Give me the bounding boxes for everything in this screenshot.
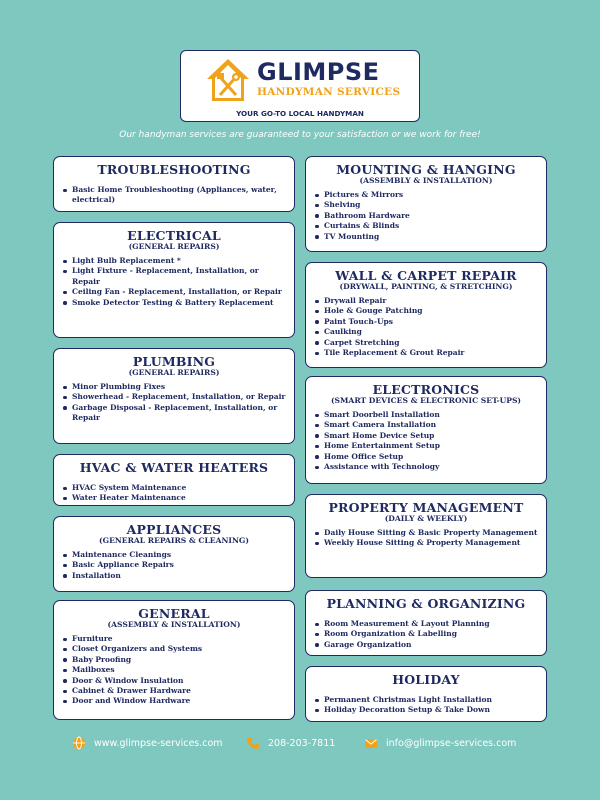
service-list (306, 410, 546, 472)
brand-subtitle: HANDYMAN SERVICES (257, 86, 401, 98)
service-item: Basic Home Troubleshooting (Appliances, water, electrical) (72, 185, 288, 206)
service-item: Caulking (324, 327, 540, 337)
card-subtitle: (DAILY & WEEKLY) (384, 514, 468, 523)
service-item: Light Bulb Replacement * (72, 256, 288, 266)
card-holiday (305, 666, 547, 722)
service-item: Paint Touch-Ups (324, 317, 540, 327)
service-item: Smart Doorbell Installation (324, 410, 540, 420)
card-plumbing (53, 348, 295, 444)
service-item: Shelving (324, 200, 540, 210)
globe-icon (72, 736, 86, 750)
service-item: HVAC System Maintenance (72, 483, 288, 493)
house-tools-icon (205, 57, 251, 103)
card-subtitle: (GENERAL REPAIRS) (128, 242, 220, 251)
guarantee-headline: Our handyman services are guaranteed to your satisfaction or we work for free! (119, 130, 481, 140)
card-subtitle: (DRYWALL, PAINTING, & STRETCHING) (339, 282, 513, 291)
envelope-icon (364, 736, 378, 750)
card-subtitle: (ASSEMBLY & INSTALLATION) (107, 620, 241, 629)
brand-tagline: YOUR GO-TO LOCAL HANDYMAN (236, 109, 364, 118)
card-title: PLANNING & ORGANIZING (326, 596, 526, 611)
service-list (306, 528, 546, 549)
service-list (54, 634, 294, 707)
service-item: Garage Organization (324, 640, 540, 650)
service-item: Minor Plumbing Fixes (72, 382, 288, 392)
service-list (54, 185, 294, 206)
card-title: PROPERTY MANAGEMENT (328, 500, 524, 515)
footer-phone[interactable] (246, 736, 335, 750)
service-item: Closet Organizers and Systems (72, 644, 288, 654)
service-item: Furniture (72, 634, 288, 644)
service-item: Room Organization & Labelling (324, 629, 540, 639)
card-title: MOUNTING & HANGING (336, 162, 516, 177)
card-title: TROUBLESHOOTING (97, 162, 251, 177)
service-item: Bathroom Hardware (324, 211, 540, 221)
service-list (306, 296, 546, 358)
service-item: Installation (72, 571, 288, 581)
service-item: Garbage Disposal - Replacement, Installation, or Repair (72, 403, 288, 424)
service-item: Door and Window Hardware (72, 696, 288, 706)
card-subtitle: (GENERAL REPAIRS & CLEANING) (99, 536, 249, 545)
service-item: Carpet Stretching (324, 338, 540, 348)
card-title: WALL & CARPET REPAIR (335, 268, 517, 283)
card-title: PLUMBING (132, 354, 216, 369)
service-item: Door & Window Insulation (72, 676, 288, 686)
card-title: HVAC & WATER HEATERS (79, 460, 269, 475)
email-text[interactable]: info@glimpse-services.com (386, 737, 517, 749)
service-list (306, 619, 546, 650)
card-mounting-and-hanging (305, 156, 547, 252)
card-property-management (305, 494, 547, 578)
service-list (306, 190, 546, 242)
card-title: GENERAL (138, 606, 210, 621)
logo-banner (180, 50, 420, 122)
website-text[interactable]: www.glimpse-services.com (94, 737, 223, 749)
service-list (54, 483, 294, 504)
service-item: Light Fixture - Replacement, Installation, or Repair (72, 266, 288, 287)
card-planning-and-organizing (305, 590, 547, 656)
card-subtitle: (SMART DEVICES & ELECTRONIC SET-UPS) (330, 396, 522, 405)
service-item: Water Heater Maintenance (72, 493, 288, 503)
card-subtitle: (ASSEMBLY & INSTALLATION) (359, 176, 493, 185)
card-title: ELECTRICAL (127, 228, 221, 243)
service-item: Daily House Sitting & Basic Property Management (324, 528, 540, 538)
service-list (54, 256, 294, 308)
service-list (54, 382, 294, 424)
card-general (53, 600, 295, 720)
card-appliances (53, 516, 295, 592)
footer-email[interactable] (364, 736, 516, 750)
phone-icon (246, 736, 260, 750)
service-item: Holiday Decoration Setup & Take Down (324, 705, 540, 715)
service-item: Cabinet & Drawer Hardware (72, 686, 288, 696)
service-item: Smart Camera Installation (324, 420, 540, 430)
card-troubleshooting (53, 156, 295, 212)
card-title: ELECTRONICS (372, 382, 480, 397)
card-subtitle: (GENERAL REPAIRS) (128, 368, 220, 377)
service-item: Permanent Christmas Light Installation (324, 695, 540, 705)
service-item: Home Entertainment Setup (324, 441, 540, 451)
card-electrical (53, 222, 295, 338)
service-item: Baby Proofing (72, 655, 288, 665)
phone-text[interactable]: 208-203-7811 (268, 737, 336, 749)
brand-name: GLIMPSE (257, 58, 380, 86)
card-title: HOLIDAY (392, 672, 460, 687)
service-item: Hole & Gouge Patching (324, 306, 540, 316)
card-hvac-and-water-heaters (53, 454, 295, 506)
card-wall-and-carpet-repair (305, 262, 547, 368)
service-item: TV Mounting (324, 232, 540, 242)
service-list (54, 550, 294, 581)
service-item: Basic Appliance Repairs (72, 560, 288, 570)
card-electronics (305, 376, 547, 484)
service-item: Tile Replacement & Grout Repair (324, 348, 540, 358)
service-list (306, 695, 546, 716)
service-item: Mailboxes (72, 665, 288, 675)
service-item: Smoke Detector Testing & Battery Replacement (72, 298, 288, 308)
service-item: Weekly House Sitting & Property Management (324, 538, 540, 548)
service-item: Pictures & Mirrors (324, 190, 540, 200)
service-item: Drywall Repair (324, 296, 540, 306)
service-item: Showerhead - Replacement, Installation, or Repair (72, 392, 288, 402)
card-title: APPLIANCES (126, 522, 222, 537)
service-item: Ceiling Fan - Replacement, Installation, or Repair (72, 287, 288, 297)
footer-website[interactable] (72, 736, 223, 750)
service-item: Home Office Setup (324, 452, 540, 462)
service-item: Maintenance Cleanings (72, 550, 288, 560)
service-item: Smart Home Device Setup (324, 431, 540, 441)
service-item: Room Measurement & Layout Planning (324, 619, 540, 629)
service-item: Curtains & Blinds (324, 221, 540, 231)
service-item: Assistance with Technology (324, 462, 540, 472)
